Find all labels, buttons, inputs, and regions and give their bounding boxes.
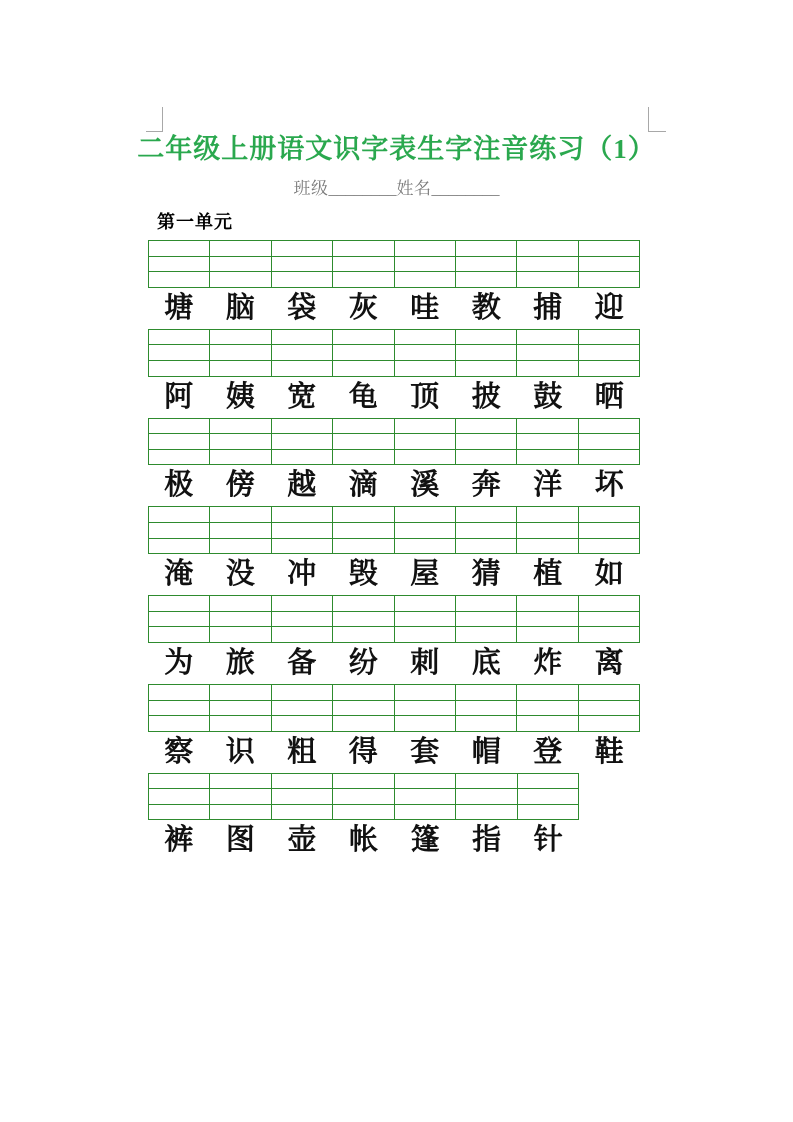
pinyin-cell[interactable] [517,272,578,288]
pinyin-cell[interactable] [455,272,516,288]
pinyin-grid-row [149,804,579,820]
pinyin-grid-row [149,345,640,361]
pinyin-cell[interactable] [578,522,639,538]
pinyin-cell[interactable] [394,329,455,345]
practice-block [148,684,660,773]
pinyin-cell[interactable] [149,789,210,805]
character-row [148,643,640,684]
pinyin-cell[interactable] [271,804,332,820]
pinyin-cell[interactable] [394,507,455,523]
pinyin-cell[interactable] [455,522,516,538]
pinyin-cell[interactable] [517,611,578,627]
pinyin-cell[interactable] [578,684,639,700]
character: 帽 [471,735,501,768]
pinyin-cell[interactable] [333,773,394,789]
character: 粗 [287,735,317,768]
character: 晒 [594,380,624,413]
pinyin-cell[interactable] [210,329,271,345]
pinyin-cell[interactable] [149,611,210,627]
pinyin-cell[interactable] [455,507,516,523]
pinyin-grid [148,595,640,643]
pinyin-cell[interactable] [210,522,271,538]
character: 披 [471,380,501,413]
pinyin-cell[interactable] [271,538,332,554]
character: 鞋 [594,735,624,768]
pinyin-grid-row [149,241,640,257]
character: 洋 [533,469,563,502]
pinyin-grid-row [149,627,640,643]
character: 滴 [348,469,378,502]
pinyin-cell[interactable] [149,773,210,789]
character: 没 [225,558,255,591]
pinyin-grid-row [149,596,640,612]
character: 龟 [348,380,378,413]
pinyin-cell[interactable] [210,538,271,554]
pinyin-cell[interactable] [333,507,394,523]
pinyin-cell[interactable] [517,538,578,554]
pinyin-cell[interactable] [149,434,210,450]
pinyin-cell[interactable] [578,360,639,376]
pinyin-cell[interactable] [271,627,332,643]
pinyin-cell[interactable] [149,684,210,700]
pinyin-grid [148,418,640,466]
character: 教 [471,291,501,324]
character: 灰 [348,291,378,324]
pinyin-grid-row [149,256,640,272]
pinyin-cell[interactable] [210,804,271,820]
practice-block [148,595,660,684]
character: 毁 [348,558,378,591]
pinyin-cell[interactable] [149,716,210,732]
pinyin-cell[interactable] [271,345,332,361]
pinyin-cell[interactable] [578,611,639,627]
pinyin-cell[interactable] [271,272,332,288]
pinyin-cell[interactable] [333,596,394,612]
pinyin-cell[interactable] [394,522,455,538]
pinyin-grid-row [149,700,640,716]
pinyin-grid-row [149,538,640,554]
pinyin-cell[interactable] [149,627,210,643]
pinyin-cell[interactable] [578,256,639,272]
pinyin-cell[interactable] [271,716,332,732]
pinyin-cell[interactable] [517,716,578,732]
character: 哇 [410,291,440,324]
character: 针 [533,824,563,857]
pinyin-cell[interactable] [333,345,394,361]
pinyin-grid [148,329,640,377]
pinyin-cell[interactable] [517,627,578,643]
character: 图 [225,824,255,857]
character: 迎 [594,291,624,324]
pinyin-cell[interactable] [394,345,455,361]
pinyin-cell[interactable] [333,611,394,627]
pinyin-cell[interactable] [455,329,516,345]
pinyin-cell[interactable] [394,360,455,376]
pinyin-grid [148,684,640,732]
pinyin-cell[interactable] [210,684,271,700]
pinyin-grid [148,506,640,554]
character: 宽 [287,380,317,413]
page-margin-mark-top-right [648,107,666,132]
character-row [148,820,579,861]
pinyin-cell[interactable] [271,700,332,716]
character: 指 [472,824,502,857]
pinyin-cell[interactable] [210,434,271,450]
name-label: 姓名 [396,179,432,198]
pinyin-cell[interactable] [271,507,332,523]
pinyin-cell[interactable] [517,449,578,465]
character: 识 [225,735,255,768]
pinyin-cell[interactable] [210,700,271,716]
pinyin-cell[interactable] [394,804,455,820]
pinyin-cell[interactable] [210,345,271,361]
character: 旅 [225,646,255,679]
character: 如 [594,558,624,591]
pinyin-cell[interactable] [517,773,578,789]
pinyin-cell[interactable] [149,700,210,716]
pinyin-grid [148,240,640,288]
character: 顶 [410,380,440,413]
pinyin-cell[interactable] [271,418,332,434]
pinyin-grid-row [149,449,640,465]
character: 登 [533,735,563,768]
pinyin-cell[interactable] [394,684,455,700]
character: 奔 [471,469,501,502]
character-row [148,377,640,418]
pinyin-cell[interactable] [149,360,210,376]
pinyin-cell[interactable] [456,789,517,805]
pinyin-cell[interactable] [271,329,332,345]
pinyin-cell[interactable] [333,329,394,345]
pinyin-cell[interactable] [394,434,455,450]
character: 刺 [410,646,440,679]
pinyin-grid-row [149,329,640,345]
character: 屋 [410,558,440,591]
pinyin-cell[interactable] [517,241,578,257]
character-row [148,732,640,773]
pinyin-cell[interactable] [149,418,210,434]
pinyin-cell[interactable] [517,256,578,272]
pinyin-cell[interactable] [149,804,210,820]
character-row [148,465,640,506]
pinyin-cell[interactable] [578,627,639,643]
worksheet-title: 二年级上册语文识字表生字注音练习（1） [137,134,656,164]
pinyin-cell[interactable] [333,627,394,643]
pinyin-cell[interactable] [149,449,210,465]
pinyin-cell[interactable] [456,773,517,789]
pinyin-cell[interactable] [333,256,394,272]
name-blank-line[interactable]: ________ [431,179,500,198]
pinyin-cell[interactable] [271,241,332,257]
pinyin-cell[interactable] [517,360,578,376]
character: 极 [164,469,194,502]
character: 越 [287,469,317,502]
character: 淹 [164,558,194,591]
pinyin-cell[interactable] [333,716,394,732]
character: 裤 [164,824,194,857]
pinyin-cell[interactable] [517,418,578,434]
pinyin-cell[interactable] [333,700,394,716]
character: 鼓 [533,380,563,413]
pinyin-cell[interactable] [149,538,210,554]
pinyin-cell[interactable] [210,449,271,465]
pinyin-cell[interactable] [271,449,332,465]
class-blank-line[interactable]: ________ [328,179,397,198]
character: 为 [164,646,194,679]
character: 坏 [594,469,624,502]
pinyin-cell[interactable] [517,700,578,716]
section-heading: 第一单元 [157,212,233,232]
pinyin-cell[interactable] [578,241,639,257]
pinyin-cell[interactable] [394,272,455,288]
pinyin-cell[interactable] [394,241,455,257]
pinyin-cell[interactable] [210,789,271,805]
pinyin-cell[interactable] [210,773,271,789]
pinyin-grid-row [149,434,640,450]
practice-block [148,506,660,595]
pinyin-cell[interactable] [333,449,394,465]
pinyin-cell[interactable] [578,272,639,288]
pinyin-cell[interactable] [333,684,394,700]
pinyin-cell[interactable] [271,434,332,450]
pinyin-cell[interactable] [333,418,394,434]
character: 篷 [410,824,440,857]
character: 纷 [348,646,378,679]
pinyin-cell[interactable] [210,611,271,627]
pinyin-grid-row [149,507,640,523]
pinyin-cell[interactable] [455,716,516,732]
pinyin-cell[interactable] [149,596,210,612]
pinyin-cell[interactable] [517,789,578,805]
pinyin-grid-row [149,418,640,434]
pinyin-cell[interactable] [333,241,394,257]
pinyin-cell[interactable] [578,716,639,732]
pinyin-cell[interactable] [517,329,578,345]
pinyin-cell[interactable] [455,360,516,376]
character: 袋 [287,291,317,324]
pinyin-cell[interactable] [578,538,639,554]
pinyin-cell[interactable] [210,716,271,732]
pinyin-cell[interactable] [578,507,639,523]
pinyin-cell[interactable] [271,773,332,789]
pinyin-cell[interactable] [333,434,394,450]
class-name-line [0,176,793,202]
pinyin-cell[interactable] [210,256,271,272]
pinyin-cell[interactable] [394,449,455,465]
pinyin-cell[interactable] [517,507,578,523]
character: 阿 [164,380,194,413]
pinyin-cell[interactable] [394,773,455,789]
pinyin-cell[interactable] [271,360,332,376]
pinyin-cell[interactable] [271,789,332,805]
pinyin-cell[interactable] [455,611,516,627]
pinyin-cell[interactable] [333,522,394,538]
pinyin-cell[interactable] [455,538,516,554]
pinyin-cell[interactable] [210,241,271,257]
pinyin-cell[interactable] [517,434,578,450]
pinyin-cell[interactable] [517,522,578,538]
pinyin-cell[interactable] [210,596,271,612]
pinyin-cell[interactable] [517,804,578,820]
pinyin-grid-row [149,716,640,732]
character: 帐 [349,824,379,857]
character: 塘 [164,291,194,324]
character: 傍 [225,469,255,502]
pinyin-cell[interactable] [271,611,332,627]
page-margin-mark-top-left [146,107,163,132]
pinyin-cell[interactable] [578,345,639,361]
pinyin-cell[interactable] [149,241,210,257]
character: 捕 [533,291,563,324]
class-label: 班级 [293,179,329,198]
character: 备 [287,646,317,679]
pinyin-cell[interactable] [394,256,455,272]
pinyin-cell[interactable] [210,507,271,523]
pinyin-cell[interactable] [333,538,394,554]
pinyin-cell[interactable] [210,360,271,376]
pinyin-grid-row [149,272,640,288]
pinyin-cell[interactable] [271,596,332,612]
pinyin-cell[interactable] [333,789,394,805]
pinyin-cell[interactable] [210,272,271,288]
pinyin-cell[interactable] [455,256,516,272]
pinyin-cell[interactable] [149,345,210,361]
pinyin-cell[interactable] [578,700,639,716]
pinyin-cell[interactable] [210,627,271,643]
character: 猜 [471,558,501,591]
pinyin-cell[interactable] [149,522,210,538]
pinyin-cell[interactable] [149,256,210,272]
pinyin-grid [148,773,579,821]
pinyin-cell[interactable] [455,596,516,612]
pinyin-cell[interactable] [271,256,332,272]
pinyin-cell[interactable] [578,434,639,450]
practice-blocks [148,240,660,861]
character-row [148,554,640,595]
pinyin-cell[interactable] [210,418,271,434]
pinyin-cell[interactable] [455,684,516,700]
character: 溪 [410,469,440,502]
pinyin-cell[interactable] [455,345,516,361]
practice-block [148,329,660,418]
pinyin-cell[interactable] [394,538,455,554]
character: 姨 [225,380,255,413]
pinyin-cell[interactable] [455,449,516,465]
pinyin-cell[interactable] [456,804,517,820]
pinyin-cell[interactable] [271,522,332,538]
pinyin-cell[interactable] [455,627,516,643]
character: 底 [471,646,501,679]
practice-block [148,418,660,507]
pinyin-cell[interactable] [394,596,455,612]
pinyin-grid-row [149,789,579,805]
pinyin-cell[interactable] [394,716,455,732]
character: 察 [164,735,194,768]
pinyin-cell[interactable] [394,611,455,627]
character: 炸 [533,646,563,679]
practice-block [148,773,660,862]
pinyin-cell[interactable] [333,272,394,288]
character: 壶 [287,824,317,857]
pinyin-cell[interactable] [455,241,516,257]
pinyin-cell[interactable] [271,684,332,700]
pinyin-grid-row [149,611,640,627]
pinyin-cell[interactable] [149,329,210,345]
pinyin-cell[interactable] [517,684,578,700]
pinyin-cell[interactable] [333,804,394,820]
pinyin-cell[interactable] [333,360,394,376]
pinyin-cell[interactable] [578,329,639,345]
pinyin-grid-row [149,522,640,538]
pinyin-cell[interactable] [455,418,516,434]
character: 脑 [225,291,255,324]
pinyin-cell[interactable] [394,789,455,805]
pinyin-cell[interactable] [149,272,210,288]
character: 得 [348,735,378,768]
pinyin-cell[interactable] [149,507,210,523]
pinyin-cell[interactable] [455,434,516,450]
pinyin-cell[interactable] [394,700,455,716]
pinyin-cell[interactable] [578,449,639,465]
pinyin-cell[interactable] [394,418,455,434]
character: 离 [594,646,624,679]
pinyin-cell[interactable] [578,418,639,434]
pinyin-grid-row [149,684,640,700]
character: 植 [533,558,563,591]
practice-block [148,240,660,329]
pinyin-cell[interactable] [394,627,455,643]
pinyin-cell[interactable] [578,596,639,612]
character-row [148,288,640,329]
pinyin-cell[interactable] [455,700,516,716]
pinyin-cell[interactable] [517,596,578,612]
character: 套 [410,735,440,768]
character: 冲 [287,558,317,591]
pinyin-grid-row [149,360,640,376]
pinyin-cell[interactable] [517,345,578,361]
pinyin-grid-row [149,773,579,789]
